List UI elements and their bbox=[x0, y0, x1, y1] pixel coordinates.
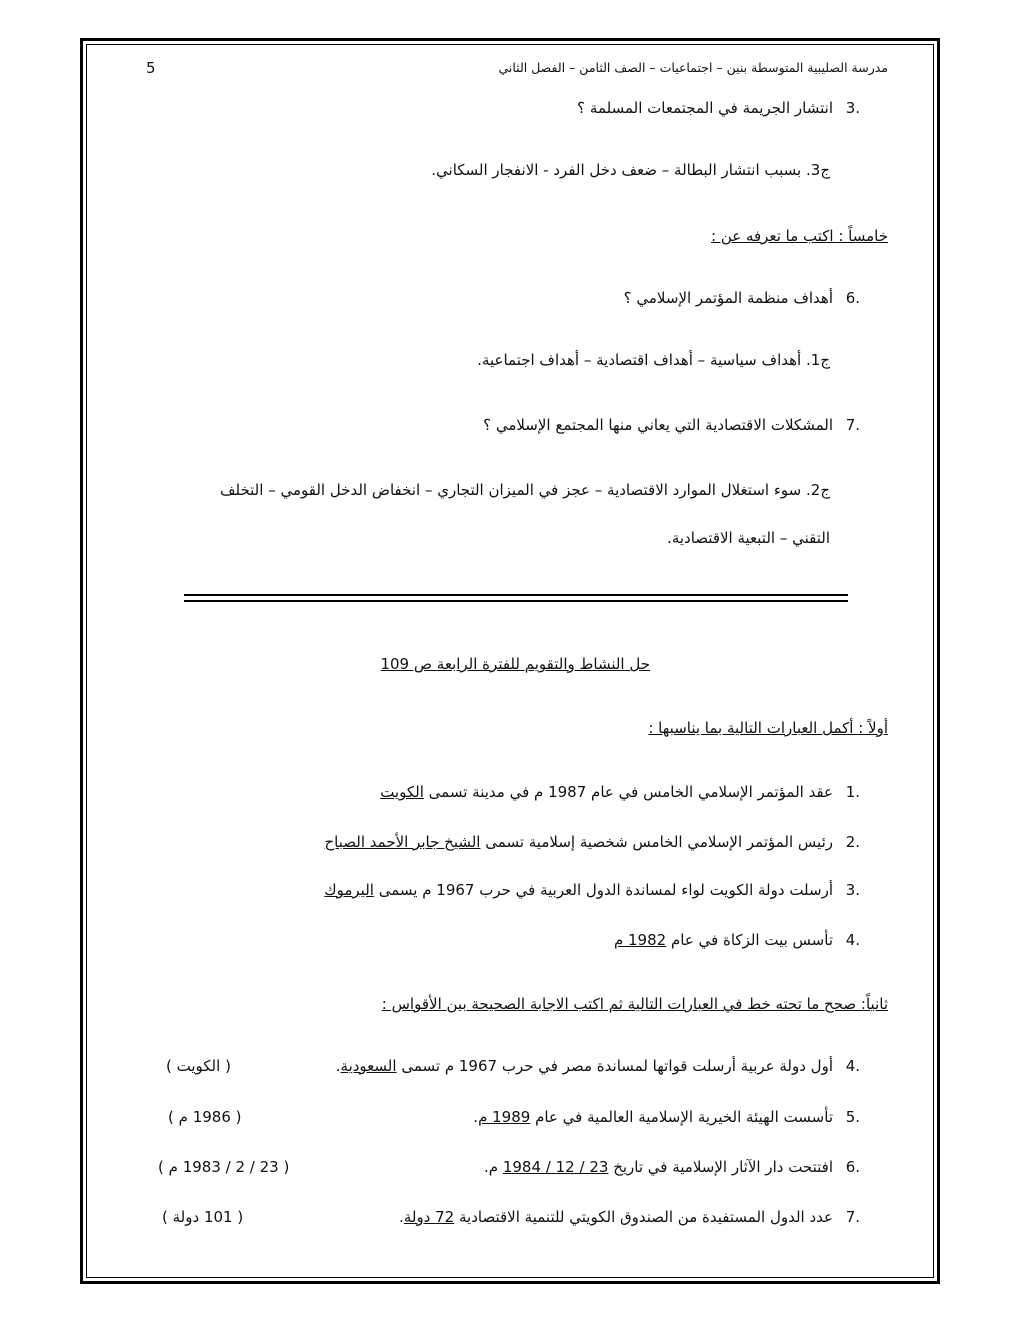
part-1-item-4 bbox=[614, 930, 833, 950]
question-6-text: أهداف منظمة المؤتمر الإسلامي ؟ bbox=[623, 289, 833, 307]
part-2-item-7-correction: ( 101 دولة ) bbox=[162, 1208, 244, 1226]
part-2-item-5-number: 5. bbox=[845, 1108, 860, 1126]
part-2-item-4-correction: ( الكويت ) bbox=[166, 1057, 231, 1075]
part-2-item-6-number: 6. bbox=[845, 1158, 860, 1176]
part-2-item-7-underlined: 72 دولة bbox=[403, 1208, 455, 1226]
question-3-text: انتشار الجريمة في المجتمعات المسلمة ؟ bbox=[577, 99, 833, 117]
part-2-item-7 bbox=[399, 1207, 833, 1227]
part-1-item-4-answer: 1982 م bbox=[613, 931, 667, 949]
part-2-item-4-text: أول دولة عربية أرسلت قواتها لمساندة مصر في حرب 1967 م تسمى bbox=[401, 1057, 833, 1075]
answer-3-text: بسبب انتشار البطالة – ضعف دخل الفرد - الانفجار السكاني. bbox=[431, 161, 802, 179]
part-1-item-2-answer: الشيخ جابر الأحمد الصباح bbox=[324, 833, 481, 851]
part-1-item-2-text: رئيس المؤتمر الإسلامي الخامس شخصية إسلامية تسمى bbox=[485, 833, 833, 851]
separator-line-bottom bbox=[184, 600, 848, 602]
part-1-item-1 bbox=[380, 782, 833, 802]
part-2-item-5 bbox=[473, 1107, 833, 1127]
question-6-number: 6. bbox=[845, 289, 860, 307]
part-1-item-4-number: 4. bbox=[845, 931, 860, 949]
part-1-item-2-number: 2. bbox=[845, 833, 860, 851]
part-1-item-2 bbox=[324, 832, 833, 852]
part-2-item-4-underlined: السعودية bbox=[340, 1057, 397, 1075]
question-7-text: المشكلات الاقتصادية التي يعاني منها المجتمع الإسلامي ؟ bbox=[483, 416, 833, 434]
question-7-number: 7. bbox=[845, 416, 860, 434]
answer-3 bbox=[431, 160, 830, 180]
answer-7-line-2: التقني – التبعية الاقتصادية. bbox=[667, 529, 830, 547]
part-1-title: أولاً : أكمل العبارات التالية بما يناسبها : bbox=[648, 719, 888, 737]
part-2-title: ثانياً: صحح ما تحته خط في العبارات التالية ثم اكتب الاجابة الصحيحة بين الأقواس : bbox=[381, 995, 888, 1013]
activity-title: حل النشاط والتقويم للفترة الرابعة ص 109 bbox=[380, 655, 650, 673]
answer-6-text: أهداف سياسية – أهداف اقتصادية – أهداف اجتماعية. bbox=[477, 351, 802, 369]
part-1-item-3 bbox=[324, 880, 833, 900]
section-5-title: خامساً : اكتب ما تعرفه عن : bbox=[711, 227, 888, 245]
part-2-item-6 bbox=[484, 1157, 833, 1177]
part-2-item-4 bbox=[336, 1056, 833, 1076]
part-1-item-1-text: عقد المؤتمر الإسلامي الخامس في عام 1987 م في مدينة تسمى bbox=[428, 783, 833, 801]
part-1-item-1-answer: الكويت bbox=[380, 783, 424, 801]
part-1-item-3-answer: اليرموك bbox=[324, 881, 374, 899]
answer-6 bbox=[477, 350, 830, 370]
part-2-item-5-underlined: 1989 م bbox=[478, 1108, 531, 1126]
part-2-item-6-underlined: 23 / 12 / 1984 bbox=[502, 1158, 609, 1176]
answer-7-line-1 bbox=[220, 480, 830, 500]
answer-7-label: ج2. bbox=[805, 481, 830, 499]
part-2-item-4-tail: . bbox=[335, 1057, 341, 1075]
page-header-title: مدرسة الصليبية المتوسطة بنين – اجتماعيات – الصف الثامن – الفصل الثاني bbox=[498, 60, 888, 75]
part-2-item-6-correction: ( 23 / 2 / 1983 م ) bbox=[158, 1158, 290, 1176]
part-2-item-5-tail: . bbox=[473, 1108, 479, 1126]
answer-6-label: ج1. bbox=[805, 351, 830, 369]
part-2-item-5-correction: ( 1986 م ) bbox=[168, 1108, 242, 1126]
answer-3-label: ج3. bbox=[805, 161, 830, 179]
part-2-item-6-text: افتتحت دار الآثار الإسلامية في تاريخ bbox=[613, 1158, 833, 1176]
part-2-item-7-tail: . bbox=[399, 1208, 404, 1226]
separator-line-top bbox=[184, 594, 848, 596]
part-1-item-3-text: أرسلت دولة الكويت لواء لمساندة الدول العربية في حرب 1967 م يسمى bbox=[378, 881, 833, 899]
page-number: 5 bbox=[146, 59, 156, 77]
part-1-item-4-text: تأسس بيت الزكاة في عام bbox=[670, 931, 833, 949]
part-2-item-7-number: 7. bbox=[845, 1208, 860, 1226]
part-2-item-7-text: عدد الدول المستفيدة من الصندوق الكويتي للتنمية الاقتصادية bbox=[459, 1208, 833, 1226]
answer-7-text-1: سوء استغلال الموارد الاقتصادية – عجز في الميزان التجاري – انخفاض الدخل القومي – التخلف bbox=[219, 481, 802, 499]
part-2-item-5-text: تأسست الهيئة الخيرية الإسلامية العالمية في عام bbox=[535, 1108, 833, 1126]
part-2-item-4-number: 4. bbox=[845, 1057, 860, 1075]
question-3-number: 3. bbox=[845, 99, 860, 117]
part-2-item-6-tail: م. bbox=[484, 1158, 503, 1176]
part-1-item-3-number: 3. bbox=[845, 881, 860, 899]
part-1-item-1-number: 1. bbox=[845, 783, 860, 801]
